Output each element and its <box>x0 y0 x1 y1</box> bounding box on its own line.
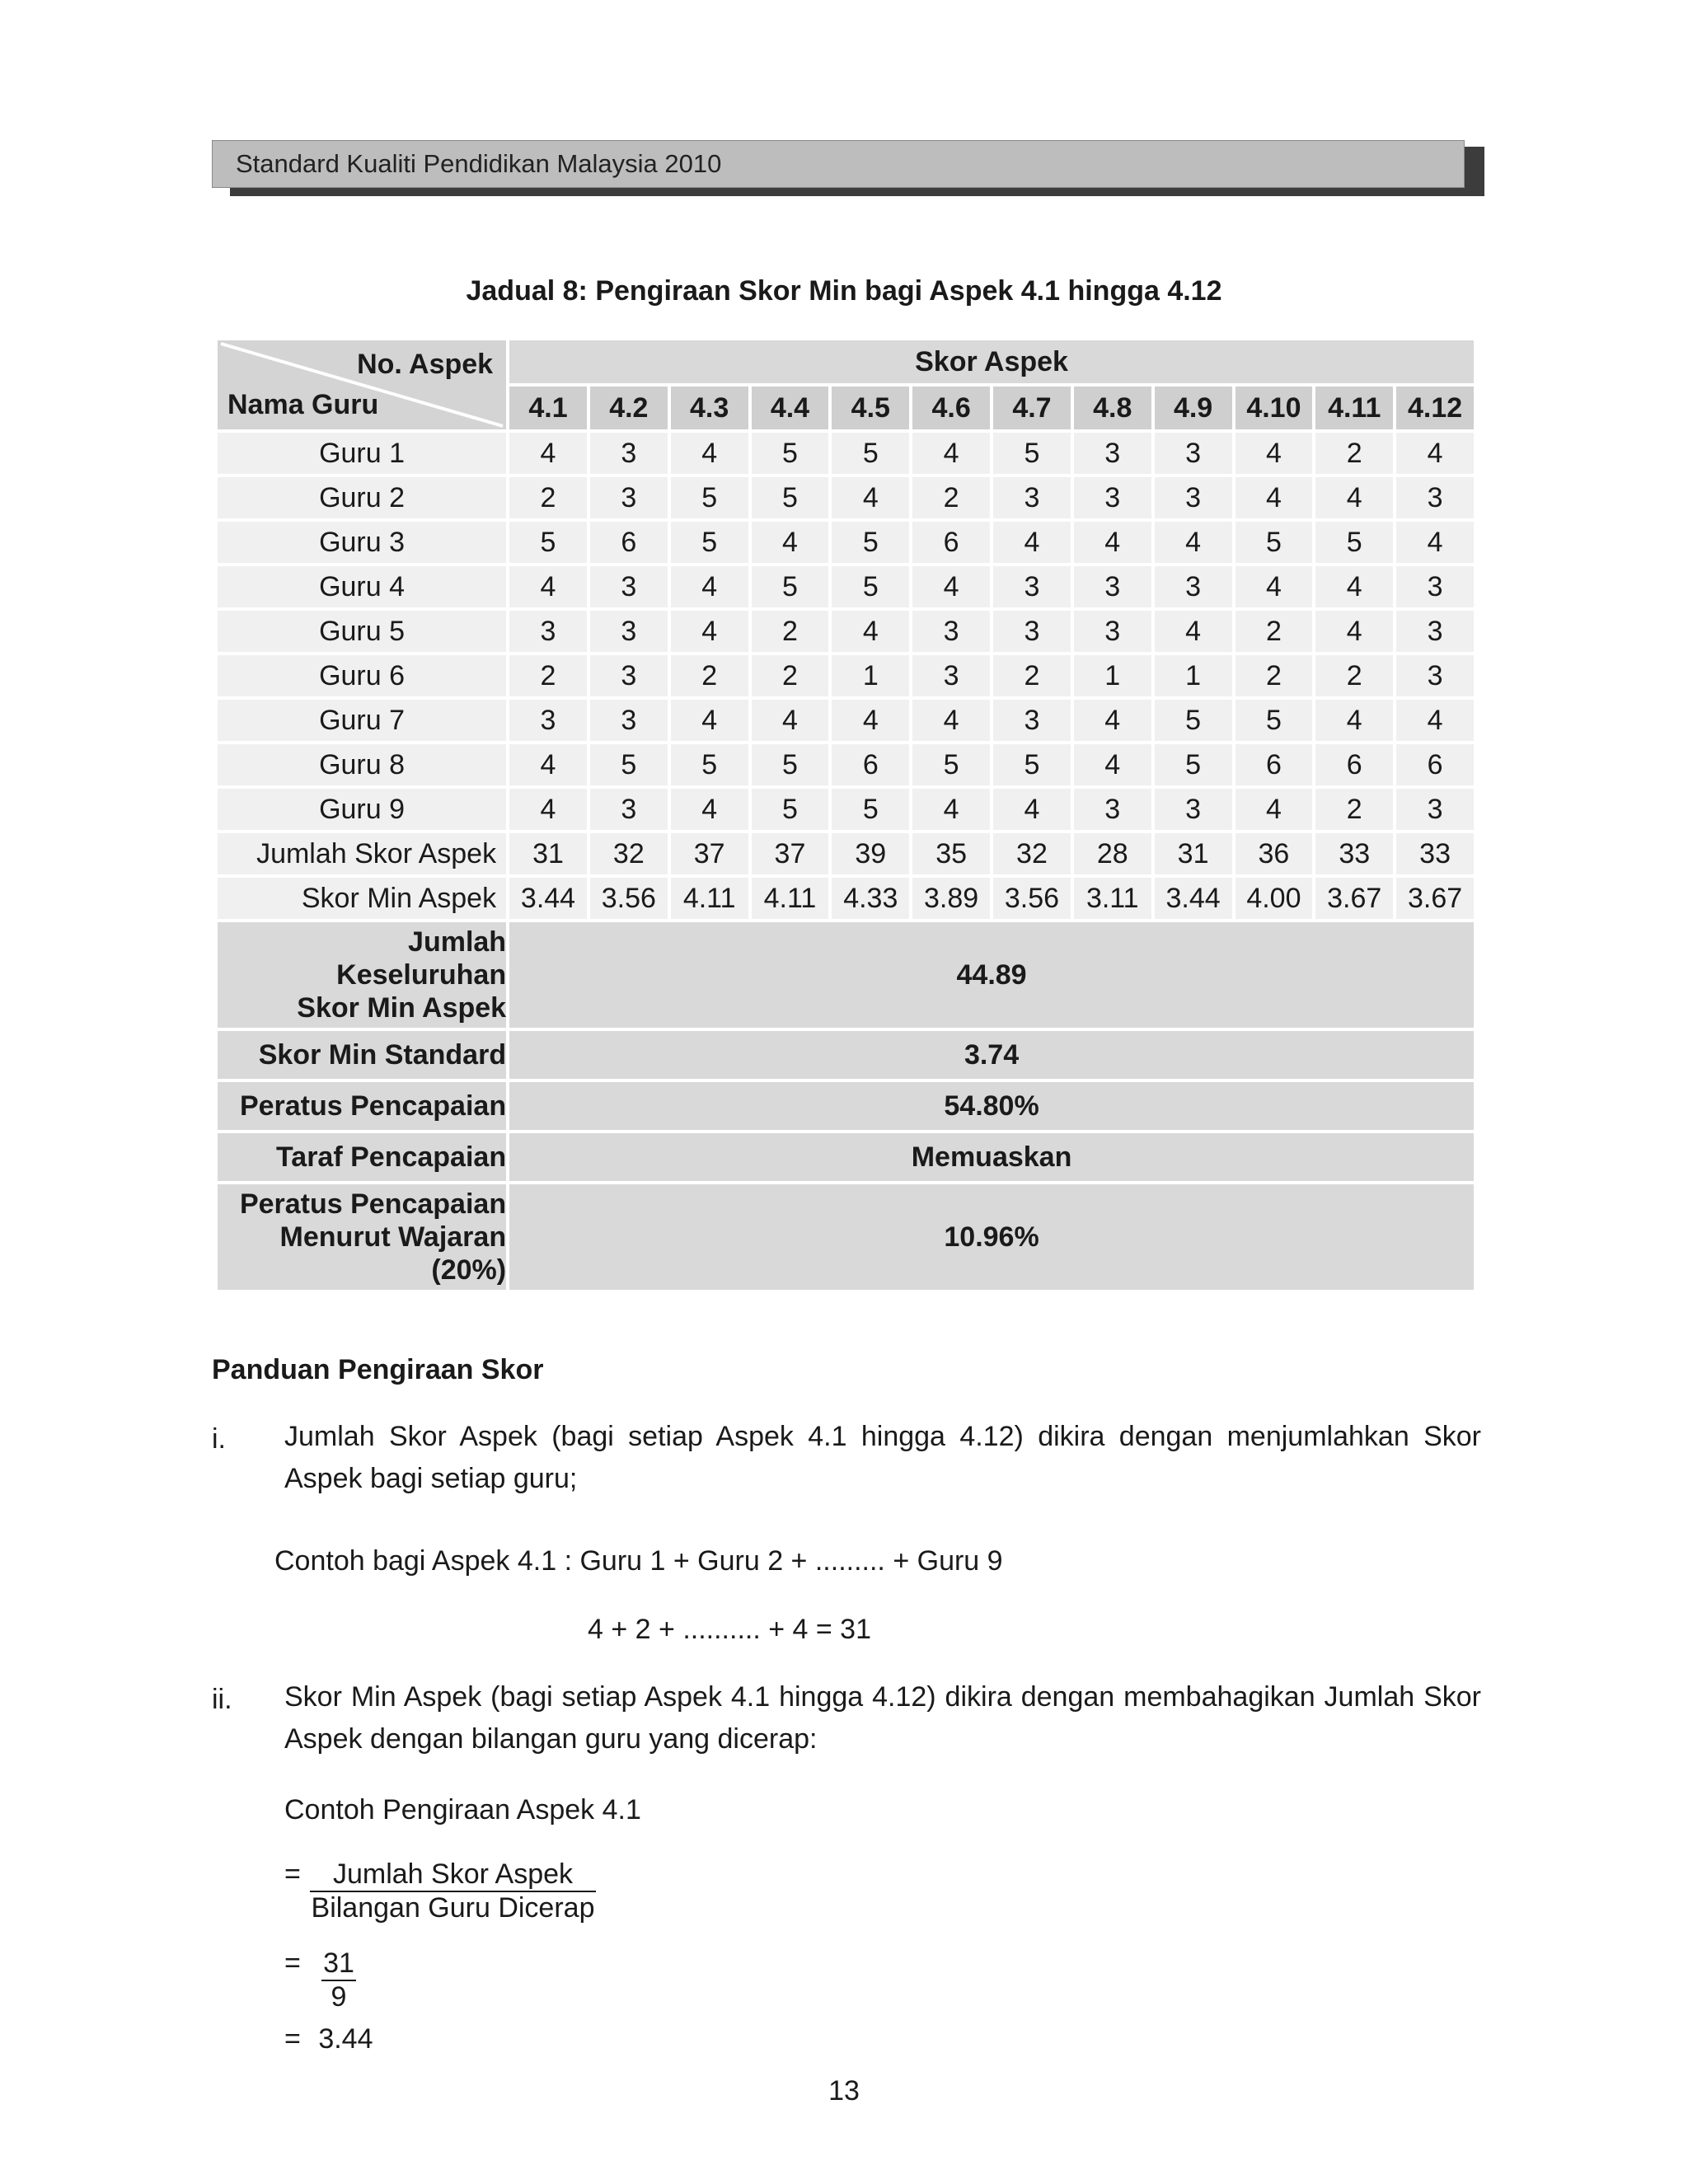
summary-value: 44.89 <box>509 922 1474 1028</box>
score-cell: 5 <box>671 522 748 563</box>
score-cell: 5 <box>671 744 748 785</box>
summary-value: Memuaskan <box>509 1133 1474 1181</box>
summary-value: 3.74 <box>509 1031 1474 1079</box>
score-cell: 4 <box>671 433 748 474</box>
score-cell: 3.44 <box>1155 878 1232 919</box>
score-cell: 2 <box>993 655 1071 696</box>
score-cell: 4 <box>1236 789 1313 830</box>
aspect-header-4-9: 4.9 <box>1155 387 1232 429</box>
table-row <box>218 655 1474 696</box>
score-cell: 2 <box>1315 789 1393 830</box>
result-value: 3.44 <box>318 2023 373 2055</box>
score-cell: 2 <box>912 477 990 518</box>
score-cell: 3 <box>1396 566 1474 607</box>
score-cell: 5 <box>993 433 1071 474</box>
summary-label-line: Peratus Pencapaian <box>239 1090 507 1122</box>
summary-label <box>218 1133 506 1181</box>
fraction-1 <box>310 1858 596 1924</box>
score-cell: 4 <box>993 789 1071 830</box>
score-cell: 5 <box>912 744 990 785</box>
summary-row <box>218 922 1474 1028</box>
score-cell: 5 <box>1236 700 1313 741</box>
score-cell: 3 <box>1074 566 1151 607</box>
score-cell: 4 <box>912 700 990 741</box>
score-cell: 3 <box>1074 789 1151 830</box>
score-cell: 3.89 <box>912 878 990 919</box>
score-cell: 3 <box>1155 789 1232 830</box>
score-cell: 3 <box>590 655 668 696</box>
score-cell: 33 <box>1315 833 1393 874</box>
score-cell: 3 <box>509 611 587 652</box>
guide-title: Panduan Pengiraan Skor <box>212 1354 544 1385</box>
page-number: 13 <box>828 2075 860 2107</box>
aspect-header-4-4: 4.4 <box>752 387 829 429</box>
table-row <box>218 789 1474 830</box>
score-cell: 6 <box>1236 744 1313 785</box>
score-cell: 3 <box>590 700 668 741</box>
row-label: Guru 6 <box>218 655 506 696</box>
score-cell: 5 <box>752 433 829 474</box>
summary-row <box>218 1031 1474 1079</box>
score-cell: 3 <box>1396 655 1474 696</box>
score-cell: 3.44 <box>509 878 587 919</box>
score-cell: 5 <box>590 744 668 785</box>
score-cell: 4.11 <box>752 878 829 919</box>
table-row <box>218 700 1474 741</box>
score-cell: 3 <box>993 566 1071 607</box>
score-cell: 4 <box>509 433 587 474</box>
score-cell: 5 <box>832 433 909 474</box>
example1: Contoh bagi Aspek 4.1 : Guru 1 + Guru 2 + ......... + Guru 9 <box>274 1545 1003 1577</box>
score-table <box>214 337 1477 1293</box>
table-row <box>218 878 1474 919</box>
score-cell: 1 <box>1155 655 1232 696</box>
score-cell: 4 <box>1315 611 1393 652</box>
row-label: Jumlah Skor Aspek <box>218 833 506 874</box>
score-cell: 33 <box>1396 833 1474 874</box>
summary-label-line: Skor Min Aspek <box>297 992 507 1024</box>
summary-value: 10.96% <box>509 1184 1474 1290</box>
score-cell: 3.67 <box>1315 878 1393 919</box>
eq-sign-3: = <box>284 2023 301 2055</box>
score-cell: 4 <box>1236 433 1313 474</box>
score-cell: 3.67 <box>1396 878 1474 919</box>
row-label: Guru 1 <box>218 433 506 474</box>
summary-label <box>218 1184 506 1290</box>
summary-label-line: Peratus Pencapaian <box>239 1188 507 1220</box>
score-cell: 2 <box>752 611 829 652</box>
table-row <box>218 833 1474 874</box>
summary-label-line: (20%) <box>431 1254 507 1286</box>
score-cell: 35 <box>912 833 990 874</box>
score-cell: 5 <box>832 522 909 563</box>
eq-sign-1: = <box>284 1858 301 1890</box>
aspect-header-4-7: 4.7 <box>993 387 1071 429</box>
corner-bottom-label: Nama Guru <box>227 389 379 420</box>
score-cell: 3.56 <box>993 878 1071 919</box>
score-cell: 5 <box>509 522 587 563</box>
score-cell: 4 <box>912 789 990 830</box>
score-cell: 4 <box>1315 566 1393 607</box>
row-label: Guru 7 <box>218 700 506 741</box>
score-cell: 31 <box>509 833 587 874</box>
result-line <box>284 2023 373 2055</box>
score-cell: 5 <box>671 477 748 518</box>
row-label: Guru 8 <box>218 744 506 785</box>
aspect-header-4-12: 4.12 <box>1396 387 1474 429</box>
score-cell: 2 <box>671 655 748 696</box>
score-cell: 4 <box>752 522 829 563</box>
row-label: Skor Min Aspek <box>218 878 506 919</box>
example2-title: Contoh Pengiraan Aspek 4.1 <box>284 1794 641 1825</box>
table-row <box>218 566 1474 607</box>
score-cell: 4.11 <box>671 878 748 919</box>
eq-sign-2: = <box>284 1947 301 1979</box>
score-cell: 3 <box>590 789 668 830</box>
aspect-header-4-1: 4.1 <box>509 387 587 429</box>
row-label: Guru 9 <box>218 789 506 830</box>
aspect-header-4-2: 4.2 <box>590 387 668 429</box>
score-cell: 4 <box>1236 566 1313 607</box>
score-cell: 2 <box>1315 655 1393 696</box>
summary-value: 54.80% <box>509 1082 1474 1130</box>
corner-top-label: No. Aspek <box>357 349 494 380</box>
score-cell: 3 <box>1155 566 1232 607</box>
row-label: Guru 4 <box>218 566 506 607</box>
score-cell: 6 <box>1396 744 1474 785</box>
score-cell: 5 <box>752 566 829 607</box>
table-row <box>218 433 1474 474</box>
running-header <box>212 140 1481 194</box>
list-number-2: ii. <box>212 1684 232 1715</box>
table-row <box>218 744 1474 785</box>
score-cell: 5 <box>1315 522 1393 563</box>
score-cell: 2 <box>1236 611 1313 652</box>
score-cell: 1 <box>1074 655 1151 696</box>
score-cell: 2 <box>1315 433 1393 474</box>
score-cell: 5 <box>1236 522 1313 563</box>
score-cell: 4.00 <box>1236 878 1313 919</box>
header-title: Standard Kualiti Pendidikan Malaysia 2010 <box>212 140 1465 188</box>
score-cell: 3 <box>590 433 668 474</box>
score-cell: 36 <box>1236 833 1313 874</box>
score-cell: 3 <box>590 611 668 652</box>
score-cell: 4 <box>509 789 587 830</box>
table-row <box>218 611 1474 652</box>
score-cell: 3 <box>1155 433 1232 474</box>
aspect-header-4-5: 4.5 <box>832 387 909 429</box>
row-label: Guru 2 <box>218 477 506 518</box>
score-cell: 4 <box>1074 744 1151 785</box>
table-header-row <box>218 340 1474 383</box>
score-cell: 39 <box>832 833 909 874</box>
item1-text: Jumlah Skor Aspek (bagi setiap Aspek 4.1 hingga 4.12) dikira dengan menjumlahkan Skor Aspek bagi setiap guru; <box>284 1421 1481 1494</box>
score-cell: 4 <box>752 700 829 741</box>
score-cell: 5 <box>832 789 909 830</box>
table-row <box>218 522 1474 563</box>
score-cell: 3 <box>993 477 1071 518</box>
table-caption: Jadual 8: Pengiraan Skor Min bagi Aspek 4.1 hingga 4.12 <box>466 275 1222 307</box>
aspect-header-4-11: 4.11 <box>1315 387 1393 429</box>
score-cell: 3 <box>590 477 668 518</box>
summary-label <box>218 1031 506 1079</box>
score-cell: 3 <box>1155 477 1232 518</box>
example1-calc: 4 + 2 + .......... + 4 = 31 <box>588 1614 872 1645</box>
score-cell: 4 <box>509 744 587 785</box>
summary-row <box>218 1082 1474 1130</box>
score-cell: 4 <box>832 611 909 652</box>
score-cell: 5 <box>752 477 829 518</box>
score-cell: 6 <box>590 522 668 563</box>
score-cell: 2 <box>509 477 587 518</box>
score-cell: 37 <box>671 833 748 874</box>
fraction-1-denominator: Bilangan Guru Dicerap <box>311 1892 595 1924</box>
fraction-2 <box>321 1947 356 2013</box>
list-number-1: i. <box>212 1423 226 1455</box>
corner-header <box>218 340 506 429</box>
score-cell: 5 <box>752 744 829 785</box>
score-cell: 4 <box>912 566 990 607</box>
score-cell: 4 <box>1236 477 1313 518</box>
score-cell: 4 <box>1155 522 1232 563</box>
score-cell: 4 <box>1315 700 1393 741</box>
score-cell: 3 <box>912 611 990 652</box>
score-cell: 3 <box>1074 611 1151 652</box>
score-cell: 2 <box>1236 655 1313 696</box>
score-cell: 3 <box>1396 477 1474 518</box>
score-cell: 3 <box>1396 611 1474 652</box>
summary-label-line: Taraf Pencapaian <box>276 1141 507 1173</box>
score-cell: 4 <box>1155 611 1232 652</box>
score-cell: 4.33 <box>832 878 909 919</box>
score-cell: 3 <box>912 655 990 696</box>
score-cell: 3.56 <box>590 878 668 919</box>
score-cell: 3 <box>1074 477 1151 518</box>
fraction-1-numerator: Jumlah Skor Aspek <box>310 1858 596 1892</box>
score-cell: 1 <box>832 655 909 696</box>
score-cell: 3 <box>590 566 668 607</box>
row-label: Guru 5 <box>218 611 506 652</box>
summary-label-line: Keseluruhan <box>336 959 507 991</box>
table-row <box>218 477 1474 518</box>
summary-label <box>218 922 506 1028</box>
score-cell: 4 <box>671 789 748 830</box>
score-cell: 3 <box>1074 433 1151 474</box>
aspect-header-4-6: 4.6 <box>912 387 990 429</box>
score-cell: 4 <box>993 522 1071 563</box>
score-cell: 4 <box>1396 522 1474 563</box>
score-cell: 5 <box>1155 744 1232 785</box>
score-cell: 4 <box>1396 700 1474 741</box>
fraction-2-numerator: 31 <box>321 1947 356 1981</box>
score-cell: 2 <box>509 655 587 696</box>
aspect-header-4-10: 4.10 <box>1236 387 1313 429</box>
summary-label-line: Menurut Wajaran <box>279 1221 507 1253</box>
group-header: Skor Aspek <box>509 340 1474 383</box>
item2-text: Skor Min Aspek (bagi setiap Aspek 4.1 hingga 4.12) dikira dengan membahagikan Jumlah Skor Aspek dengan bilangan guru yang dicerap: <box>284 1681 1481 1755</box>
aspect-header-4-3: 4.3 <box>671 387 748 429</box>
score-cell: 28 <box>1074 833 1151 874</box>
score-cell: 3 <box>993 700 1071 741</box>
score-cell: 4 <box>1074 700 1151 741</box>
score-cell: 31 <box>1155 833 1232 874</box>
score-cell: 4 <box>1074 522 1151 563</box>
row-label: Guru 3 <box>218 522 506 563</box>
summary-label <box>218 1082 506 1130</box>
score-cell: 4 <box>832 700 909 741</box>
score-cell: 4 <box>671 611 748 652</box>
summary-label-line: Skor Min Standard <box>258 1039 507 1071</box>
score-cell: 6 <box>1315 744 1393 785</box>
score-cell: 6 <box>832 744 909 785</box>
score-cell: 3 <box>509 700 587 741</box>
score-cell: 4 <box>671 700 748 741</box>
score-cell: 5 <box>832 566 909 607</box>
summary-row <box>218 1184 1474 1290</box>
score-cell: 4 <box>1396 433 1474 474</box>
score-cell: 32 <box>993 833 1071 874</box>
score-cell: 3 <box>1396 789 1474 830</box>
score-cell: 37 <box>752 833 829 874</box>
score-cell: 5 <box>1155 700 1232 741</box>
summary-label-line: Jumlah <box>408 926 507 958</box>
aspect-header-4-8: 4.8 <box>1074 387 1151 429</box>
score-cell: 5 <box>993 744 1071 785</box>
score-cell: 4 <box>671 566 748 607</box>
summary-row <box>218 1133 1474 1181</box>
score-cell: 4 <box>832 477 909 518</box>
score-cell: 6 <box>912 522 990 563</box>
fraction-2-denominator: 9 <box>331 1981 347 2013</box>
score-cell: 5 <box>752 789 829 830</box>
score-cell: 4 <box>1315 477 1393 518</box>
score-cell: 4 <box>912 433 990 474</box>
score-cell: 3.11 <box>1074 878 1151 919</box>
score-cell: 32 <box>590 833 668 874</box>
score-cell: 2 <box>752 655 829 696</box>
score-cell: 3 <box>993 611 1071 652</box>
score-cell: 4 <box>509 566 587 607</box>
